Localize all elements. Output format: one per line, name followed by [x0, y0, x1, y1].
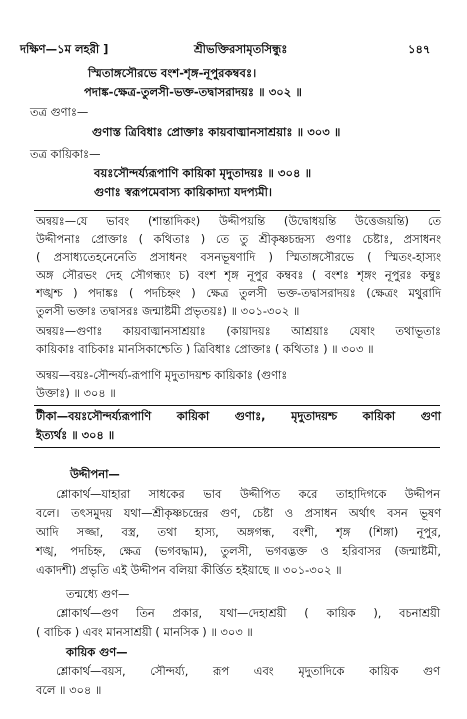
- anvaya-text: অন্বয়—বয়ঃ-সৌন্দর্য্য-রূপাণি মৃদুতাদয়শ্চ কায়িকাঃ (গুণাঃ: [36, 368, 288, 382]
- anvaya-text: উক্তাঃ) ॥ ৩০৪ ॥: [36, 386, 116, 400]
- section-heading: কায়িক গুণ—: [66, 645, 128, 659]
- page-number: ১৪৭: [408, 42, 431, 56]
- tika-text: ইত্যর্থঃ ॥ ৩০৪ ॥: [36, 428, 115, 442]
- translation-text: শ্লোকার্থ—গুণ তিন প্রকার, যথা—দেহাশ্রয়ী ( কায়িক ), বচনাশ্রয়ী: [56, 606, 440, 620]
- translation-text: শঙ্খ, পদচিহ্ন, ক্ষেত্র (ভগবদ্ধাম), তুলসী, ভগবদ্ভক্ত ও হরিবাসর (জন্মাষ্টমী,: [36, 544, 441, 558]
- verse-line: স্মিতাঙ্গসৌরভে বংশ-শৃঙ্গ-নূপুরকম্ববঃ।: [88, 66, 257, 80]
- verse-subheading: তত্র কায়িকাঃ—: [30, 147, 101, 161]
- translation-text: শ্লোকার্থ—বয়স, সৌন্দর্য্য, রূপ এবং মৃদুতাদিকে কায়িক গুণ: [56, 664, 440, 678]
- section-heading: উদ্দীপনা—: [70, 467, 120, 481]
- anvaya-text: ( প্রসাধ্যতেহনেনেতি প্রসাধনং বসনভূষণাদি ) স্মিতাঙ্গসৌরভে ( স্মিতং-হাস্যং: [36, 250, 441, 264]
- translation-text: আদি সজ্জা, বস্ত্র, তথা হাস্য, অঙ্গগন্ধ, বংশী, শৃঙ্গ (শিঙ্গা) নূপুর,: [36, 525, 441, 539]
- box-top-rule: [34, 210, 440, 211]
- translation-text: বলে ॥ ৩০৪ ॥: [36, 683, 102, 697]
- book-title: শ্রীভক্তিরসামৃতসিন্ধুঃ: [194, 42, 288, 56]
- verse-line: পদাঙ্ক-ক্ষেত্র-তুলসী-ভক্ত-তদ্বাসরাদয়ঃ ॥ ৩০২ ॥: [84, 85, 302, 99]
- box-mid-rule: [34, 405, 440, 406]
- translation-text: ( বাচিক ) এবং মানসাশ্রয়ী ( মানসিক ) ॥ ৩০৩ ॥: [36, 625, 253, 639]
- tika-text: টীকা—বয়ঃসৌন্দর্য্যরূপাণি কায়িকা গুণাঃ, মৃদুতাদয়শ্চ কায়িকা গুণা: [36, 409, 441, 423]
- translation-text: শ্লোকার্থ—যাহারা সাধকের ভাব উদ্দীপিত করে তাহাদিগকে উদ্দীপন: [56, 487, 440, 501]
- translation-text: একাদশী) প্রভৃতি এই উদ্দীপন বলিয়া কীর্ত্তিত হইয়াছে ॥ ৩০১-৩০২ ॥: [36, 563, 342, 577]
- anvaya-text: শঙ্খশ্চ ) পদাঙ্কঃ ( পদচিহ্নং ) ক্ষেত্র তুলসী ভক্ত-তদ্বাসরাদয়ঃ (ক্ষেত্রং মথুরাদি: [36, 286, 441, 300]
- box-bottom-rule: [34, 447, 440, 448]
- anvaya-text: কায়িকাঃ বাচিকাঃ মানসিকাশ্চেতি ) ত্রিবিধাঃ প্রোক্তাঃ ( কথিতাঃ ) ॥ ৩০৩ ॥: [36, 342, 374, 356]
- anvaya-text: অন্বয়ঃ—গুণাঃ কায়বাঙ্মানসাশ্রয়াঃ (কায়াদয়ঃ আশ্রয়াঃ যেষাং তথাভূতাঃ: [36, 324, 441, 338]
- verse-line: গুণাস্ত ত্রিবিধাঃ প্রোক্তাঃ কায়বাঙ্মানসাশ্রয়াঃ ॥ ৩০৩ ॥: [92, 125, 341, 139]
- anvaya-text: অন্বয়ঃ—যে ভাবং (শান্তাদিকং) উদ্দীপয়ন্তি (উদ্বোধয়ন্তি উত্তেজয়ন্তি) তে: [36, 214, 441, 228]
- verse-line: গুণাঃ স্বরূপমেবাস্য কায়িকাদ্যা যদপ্যমী।: [94, 185, 273, 199]
- section-heading: তন্মধ্যে গুণ—: [66, 587, 130, 601]
- verse-line: বয়ঃসৌন্দর্য্যরূপাণি কায়িকা মৃদুতাদয়ঃ ॥ ৩০৪ ॥: [94, 166, 312, 180]
- translation-text: বলে। তৎসমুদয় যথা—শ্রীকৃষ্ণচন্দ্রের গুণ, চেষ্টা ও প্রসাধন অর্থাৎ বসন ভূষণ: [36, 506, 441, 520]
- anvaya-text: উদ্দীপনাঃ প্রোক্তাঃ ( কথিতাঃ ) তে তু শ্রীকৃষ্ণচন্দ্রস্য গুণাঃ চেষ্টাঃ, প্রসাধনং: [36, 232, 441, 246]
- verse-subheading: তত্র গুণাঃ—: [30, 105, 89, 119]
- anvaya-text: অঙ্গ সৌরভং দেহ সৌগন্ধ্যং চ) বংশ শৃঙ্গ নূপুর কম্ববঃ ( বংশঃ শৃঙ্গং নূপুরঃ কম্বুঃ: [36, 268, 441, 282]
- anvaya-text: তুলসী ভক্তাঃ তদ্বাসরঃ জন্মাষ্টমী প্রভৃতয়ঃ) ॥ ৩০১-৩০২ ॥: [36, 304, 300, 318]
- chapter-heading: দক্ষিণ—১ম লহরী ]: [20, 42, 109, 56]
